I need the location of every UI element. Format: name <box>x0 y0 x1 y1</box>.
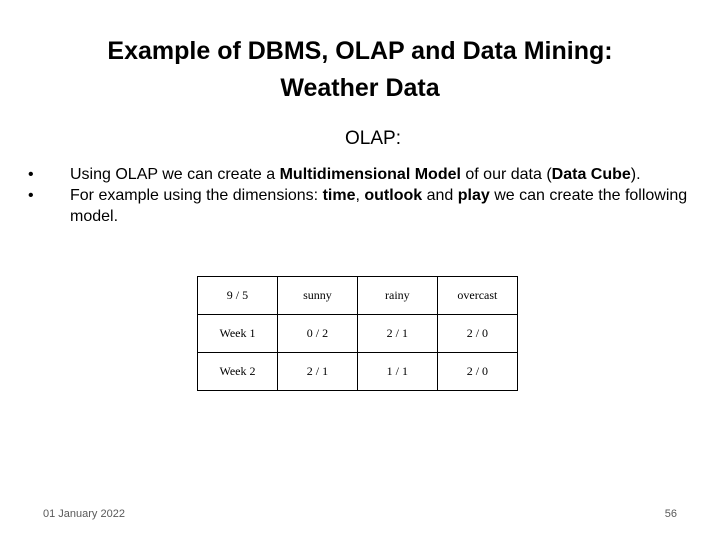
bullet-emphasis: time <box>322 187 356 204</box>
bullet-text: , <box>355 187 365 204</box>
table-row-header: Week 2 <box>198 353 278 391</box>
bullet-text: we can create the following model. <box>70 187 688 225</box>
bullet-emphasis: outlook <box>364 187 423 204</box>
table-cell: 2 / 1 <box>357 315 437 353</box>
table-cell: 2 / 1 <box>277 353 357 391</box>
table-column-header: sunny <box>277 277 357 315</box>
bullet-item-multidimensional-model <box>28 164 718 185</box>
section-subheading: OLAP: <box>345 128 401 149</box>
table-cell: 0 / 2 <box>277 315 357 353</box>
bullet-marker: • <box>28 187 34 204</box>
slide-title-line-2: Weather Data <box>280 74 440 102</box>
footer-date: 01 January 2022 <box>43 508 125 520</box>
bullet-emphasis: play <box>457 187 490 204</box>
table-cell-corner: 9 / 5 <box>198 277 278 315</box>
table-header-row <box>198 277 518 315</box>
table-cell: 1 / 1 <box>357 353 437 391</box>
bullet-emphasis: Data Cube <box>551 166 631 183</box>
bullet-marker: • <box>28 166 34 183</box>
table-column-header: rainy <box>357 277 437 315</box>
page-number: 56 <box>664 508 677 520</box>
bullet-text: ). <box>630 166 641 183</box>
data-cube-table <box>197 276 518 391</box>
bullet-emphasis: Multidimensional Model <box>279 166 461 183</box>
bullet-list <box>28 164 718 227</box>
table-cell: 2 / 0 <box>437 315 517 353</box>
table-cell: 2 / 0 <box>437 353 517 391</box>
table-column-header: overcast <box>437 277 517 315</box>
table-row <box>198 353 518 391</box>
bullet-text: of our data ( <box>460 166 552 183</box>
table-row <box>198 315 518 353</box>
bullet-item-dimensions-example <box>28 185 718 227</box>
slide-title-line-1: Example of DBMS, OLAP and Data Mining: <box>107 37 613 65</box>
slide-title <box>0 33 720 107</box>
bullet-text: and <box>422 187 458 204</box>
bullet-text: For example using the dimensions: <box>70 187 323 204</box>
table-row-header: Week 1 <box>198 315 278 353</box>
bullet-text: Using OLAP we can create a <box>70 166 280 183</box>
